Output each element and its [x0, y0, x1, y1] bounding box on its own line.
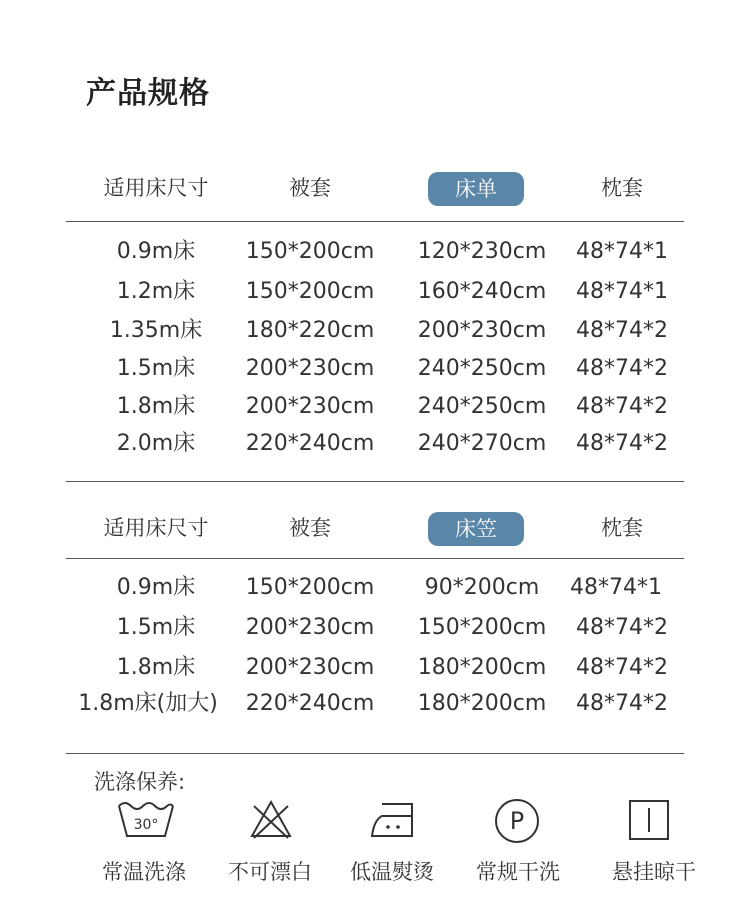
header-fitted-sheet-highlight: 床笠	[428, 512, 524, 546]
care-text-hang-dry: 悬挂晾干	[612, 860, 696, 884]
cell-pillowcase: 48*74*2	[576, 318, 668, 343]
header-duvet-cover: 被套	[289, 516, 331, 540]
cell-bed-size: 0.9m床	[116, 239, 196, 264]
wash-temp-label: 30°	[133, 817, 159, 833]
header-pillowcase: 枕套	[601, 176, 643, 200]
cell-pillowcase: 48*74*1	[576, 239, 668, 264]
cell-duvet-cover: 200*230cm	[245, 394, 375, 419]
cell-bed-size: 1.35m床	[109, 318, 203, 343]
table-row	[0, 313, 750, 349]
cell-bed-size: 1.5m床	[116, 615, 196, 640]
header-pillowcase: 枕套	[601, 516, 643, 540]
care-text-wash: 常温洗涤	[102, 860, 186, 884]
cell-bed-size: 1.8m床	[116, 394, 196, 419]
cell-pillowcase: 48*74*2	[576, 394, 668, 419]
table-row	[0, 686, 750, 722]
hang-dry-icon	[628, 798, 670, 844]
header-bed-size: 适用床尺寸	[103, 176, 209, 200]
cell-bed-size: 1.8m床	[116, 655, 196, 680]
cell-fitted-sheet: 150*200cm	[417, 615, 547, 640]
cell-bed-sheet: 160*240cm	[417, 279, 547, 304]
table-row	[0, 274, 750, 310]
dry-clean-p-icon	[494, 798, 540, 844]
cell-pillowcase: 48*74*2	[576, 691, 668, 716]
cell-bed-sheet: 240*270cm	[417, 431, 547, 456]
divider	[66, 558, 684, 559]
table-row	[0, 351, 750, 387]
page-title: 产品规格	[86, 76, 210, 111]
cell-fitted-sheet: 90*200cm	[424, 575, 540, 600]
cell-bed-size: 1.2m床	[116, 279, 196, 304]
divider	[66, 221, 684, 222]
care-text-iron: 低温熨烫	[350, 860, 434, 884]
cell-duvet-cover: 220*240cm	[245, 691, 375, 716]
cell-bed-sheet: 240*250cm	[417, 394, 547, 419]
cell-fitted-sheet: 180*200cm	[417, 655, 547, 680]
header-bed-size: 适用床尺寸	[103, 516, 209, 540]
cell-duvet-cover: 180*220cm	[245, 318, 375, 343]
divider	[66, 481, 684, 482]
cell-pillowcase: 48*74*2	[576, 356, 668, 381]
cell-pillowcase: 48*74*2	[576, 615, 668, 640]
cell-pillowcase: 48*74*2	[576, 655, 668, 680]
cell-duvet-cover: 150*200cm	[245, 279, 375, 304]
cell-duvet-cover: 200*230cm	[245, 655, 375, 680]
svg-text:P: P	[509, 807, 525, 835]
cell-bed-sheet: 240*250cm	[417, 356, 547, 381]
table-row	[0, 426, 750, 462]
cell-duvet-cover: 200*230cm	[245, 356, 375, 381]
table-row	[0, 234, 750, 270]
cell-fitted-sheet: 180*200cm	[417, 691, 547, 716]
care-text-dry-clean: 常规干洗	[476, 860, 560, 884]
divider	[66, 753, 684, 754]
iron-low-icon	[368, 798, 418, 844]
wash-30-icon	[115, 798, 177, 844]
table-header-row	[0, 170, 750, 206]
table-header-row	[0, 510, 750, 546]
cell-bed-size: 2.0m床	[116, 431, 196, 456]
cell-pillowcase: 48*74*2	[576, 431, 668, 456]
care-label: 洗涤保养:	[94, 770, 186, 794]
no-bleach-icon	[248, 798, 294, 844]
table-row	[0, 650, 750, 686]
cell-bed-sheet: 120*230cm	[417, 239, 547, 264]
cell-duvet-cover: 200*230cm	[245, 615, 375, 640]
table-row	[0, 389, 750, 425]
table-row	[0, 610, 750, 646]
care-text-no-bleach: 不可漂白	[228, 860, 312, 884]
header-duvet-cover: 被套	[289, 176, 331, 200]
table-row	[0, 570, 750, 606]
header-bed-sheet-highlight: 床单	[428, 172, 524, 206]
cell-bed-sheet: 200*230cm	[417, 318, 547, 343]
cell-bed-size: 1.8m床(加大)	[78, 691, 218, 716]
cell-duvet-cover: 150*200cm	[245, 239, 375, 264]
cell-bed-size: 0.9m床	[116, 575, 196, 600]
cell-duvet-cover: 220*240cm	[245, 431, 375, 456]
cell-pillowcase: 48*74*1	[576, 279, 668, 304]
cell-pillowcase: 48*74*1	[570, 575, 662, 600]
cell-bed-size: 1.5m床	[116, 356, 196, 381]
cell-duvet-cover: 150*200cm	[245, 575, 375, 600]
